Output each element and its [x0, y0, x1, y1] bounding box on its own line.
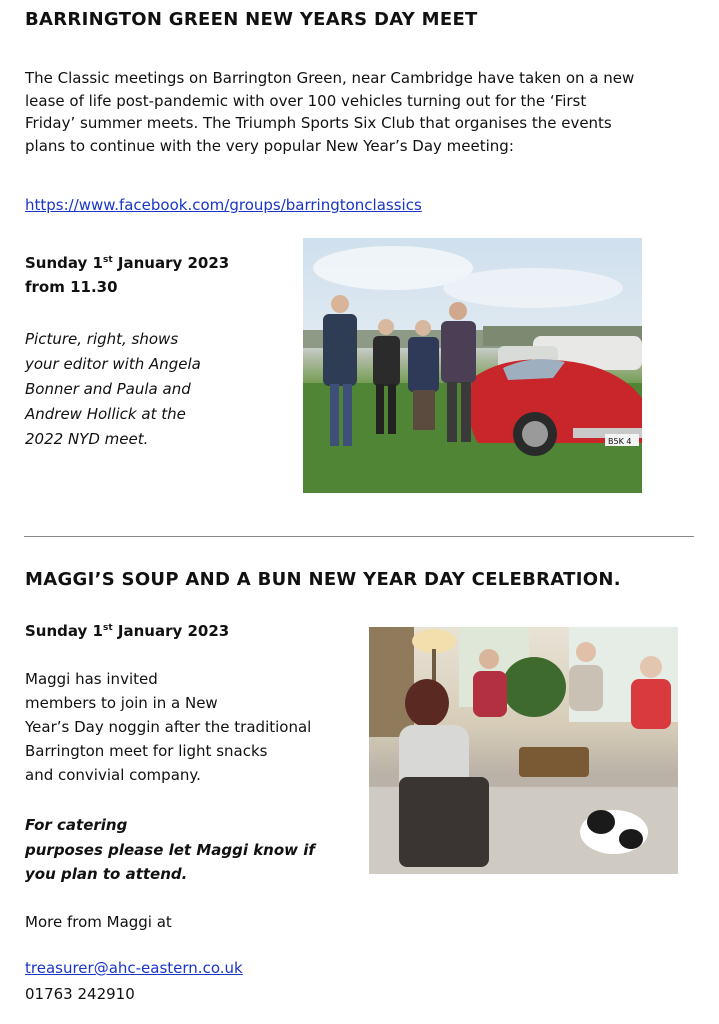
caption-line: 2022 NYD meet.: [25, 430, 149, 448]
celebration-date: [25, 620, 229, 642]
meet-date: [25, 252, 229, 274]
email-link[interactable]: treasurer@ahc-eastern.co.uk: [25, 959, 243, 977]
invite-line: Year’s Day noggin after the traditional: [25, 718, 312, 736]
celebration-photo: [369, 627, 678, 874]
meet-description: [25, 67, 695, 157]
date-ordinal: st: [103, 255, 113, 265]
caption-line: your editor with Angela: [25, 355, 201, 373]
description-line: plans to continue with the very popular New Year’s Day meeting:: [25, 136, 514, 155]
facebook-group-link[interactable]: https://www.facebook.com/groups/barringtonclassics: [25, 196, 422, 214]
description-line: The Classic meetings on Barrington Green, near Cambridge have taken on a new: [25, 69, 635, 87]
photo-caption: [25, 327, 201, 452]
date-text: Sunday 1: [25, 254, 103, 272]
caption-line: Andrew Hollick at the: [25, 405, 186, 423]
catering-note: [25, 813, 315, 887]
description-line: lease of life post-pandemic with over 100 vehicles turning out for the ‘First: [25, 91, 587, 110]
meet-photo-illustration: [303, 238, 642, 493]
section-divider: [24, 536, 694, 537]
invite-text: [25, 667, 311, 787]
caption-line: Bonner and Paula and: [25, 380, 191, 398]
catering-line: For catering: [25, 816, 128, 834]
date-text: January 2023: [112, 254, 230, 272]
dog: [580, 810, 648, 854]
invite-line: members to join in a New: [25, 694, 218, 712]
section-title-soup: MAGGI’S SOUP AND A BUN NEW YEAR DAY CELEBRATION.: [25, 569, 621, 590]
meet-photo: [303, 238, 642, 493]
catering-line: you plan to attend.: [25, 865, 188, 883]
phone-number: 01763 242910: [25, 985, 135, 1003]
celebration-photo-illustration: [369, 627, 678, 874]
invite-line: Barrington meet for light snacks: [25, 742, 268, 760]
date-text: Sunday 1: [25, 622, 103, 640]
invite-line: and convivial company.: [25, 766, 201, 784]
description-line: Friday’ summer meets. The Triumph Sports Six Club that organises the events: [25, 114, 612, 132]
date-text: January 2023: [112, 622, 230, 640]
more-from-maggi: More from Maggi at: [25, 913, 172, 931]
catering-line: purposes please let Maggi know if: [25, 840, 315, 859]
section-title-meet: BARRINGTON GREEN NEW YEARS DAY MEET: [25, 9, 478, 30]
meet-time: from 11.30: [25, 278, 118, 296]
date-ordinal: st: [103, 623, 113, 633]
license-plate: B5K 4: [608, 437, 632, 446]
invite-line: Maggi has invited: [25, 670, 158, 688]
caption-line: Picture, right, shows: [25, 330, 179, 348]
